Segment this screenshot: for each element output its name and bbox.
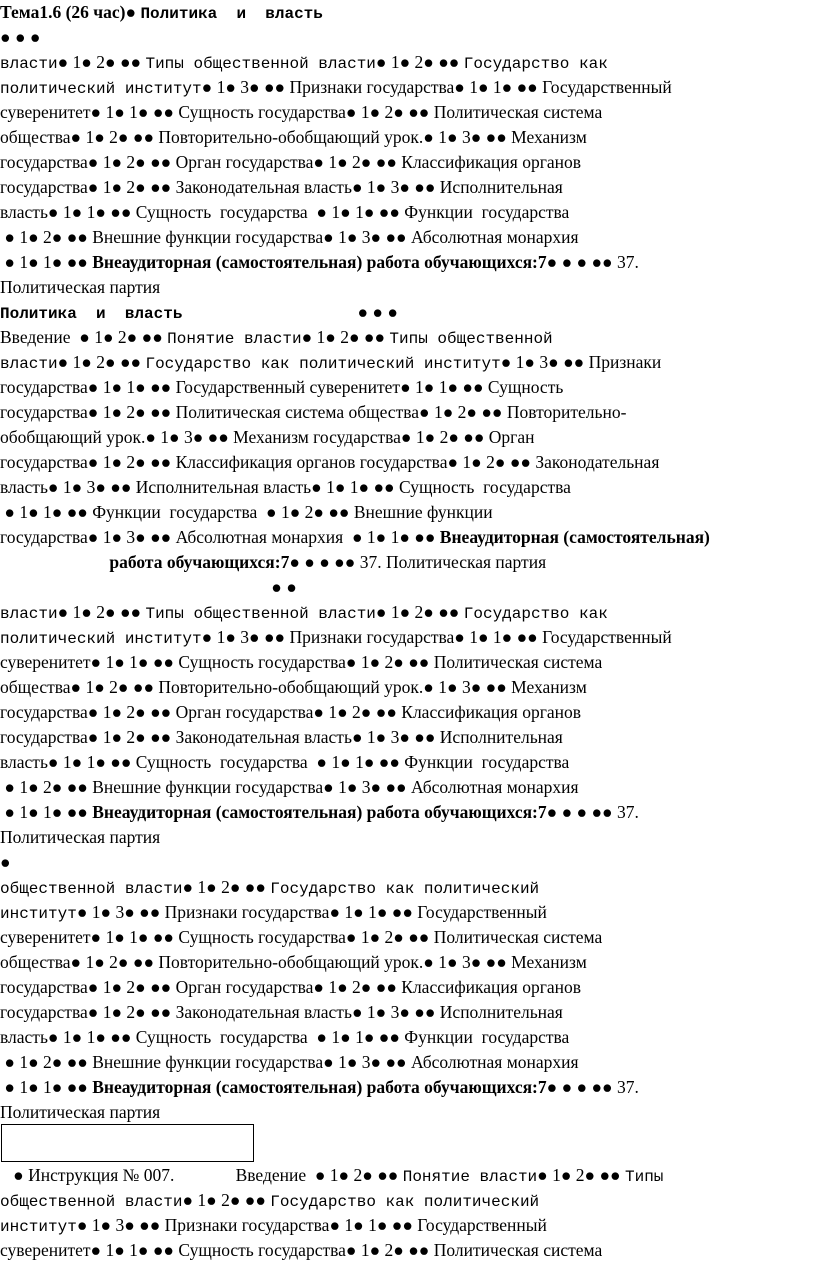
text-line [0,825,816,850]
text-segment: Государство как политический [270,1193,540,1211]
text-segment: власти [0,355,58,373]
text-segment: обобщающий урок.● 1● 3● ●● Механизм государства● 1● 2● ●● Орган [0,427,535,447]
text-segment: ● 1● 3● ●● Признаки государства● 1● 1● ●● Государственный [76,1215,547,1235]
text-line [0,25,816,50]
text-line [0,1050,816,1075]
text-line [0,325,816,350]
text-line [0,150,816,175]
text-segment [0,552,109,572]
text-segment: ● 1● 3● ●● Признаки государства● 1● 1● ●● Государственный [76,902,547,922]
text-line [0,1213,816,1238]
text-segment: государства● 1● 2● ●● Классификация органов государства● 1● 2● ●● Законодательная [0,452,660,472]
text-segment: власти [0,55,58,73]
text-line [0,125,816,150]
text-line [0,475,816,500]
text-line [0,550,816,575]
text-segment: власть● 1● 1● ●● Сущность государства ● 1● 1● ●● Функции государства [0,202,570,222]
text-line [0,75,816,100]
text-line [0,1000,816,1025]
empty-text-box [1,1124,254,1162]
text-segment: общества● 1● 2● ●● Повторительно-обобщающий урок.● 1● 3● ●● Механизм [0,127,587,147]
text-segment: 37. [612,802,639,822]
text-segment: ● 1● 2● ●● [57,352,146,372]
text-segment: Политическая партия [0,277,161,297]
text-segment: суверенитет● 1● 1● ●● Сущность государства● 1● 2● ●● Политическая система [0,102,603,122]
text-segment: политический институт [0,80,202,98]
text-line [0,400,816,425]
text-segment: ● [0,852,11,872]
text-segment: ● ● ● [182,302,398,322]
text-segment: Государство как [463,605,608,623]
text-segment: Внеаудиторная (самостоятельная) работа обучающихся:7● ● ● ●● [92,252,613,272]
text-line [0,375,816,400]
text-line [0,500,816,525]
text-segment: власть● 1● 1● ●● Сущность государства ● 1● 1● ●● Функции государства [0,752,570,772]
text-line [0,1075,816,1100]
text-segment: институт [0,1218,77,1236]
text-segment: государства● 1● 3● ●● Абсолютная монархия ● 1● 1● ●● [0,527,440,547]
text-segment: Типы общественной [389,330,553,348]
text-segment: 37. Политическая партия [355,552,547,572]
text-segment: государства● 1● 2● ●● Орган государства● 1● 2● ●● Классификация органов [0,152,582,172]
text-segment: ● 1● 2● ●● [375,602,464,622]
text-segment: власть● 1● 3● ●● Исполнительная власть● 1● 1● ●● Сущность государства [0,477,571,497]
text-segment: ● 1● 2● ●● Внешние функции государства● 1● 3● ●● Абсолютная монархия [0,777,579,797]
text-segment: Понятие власти [167,330,302,348]
text-segment: государства● 1● 2● ●● Законодательная власть● 1● 3● ●● Исполнительная [0,177,563,197]
text-segment: государства● 1● 2● ●● Политическая система общества● 1● 2● ●● Повторительно- [0,402,627,422]
text-segment: ● 1● 2● ●● [537,1165,625,1185]
text-segment: ● [125,2,141,22]
text-line [0,250,816,275]
text-segment: государства● 1● 2● ●● Законодательная власть● 1● 3● ●● Исполнительная [0,727,563,747]
text-segment: общества● 1● 2● ●● Повторительно-обобщающий урок.● 1● 3● ●● Механизм [0,952,587,972]
text-segment: Политическая партия [0,1102,161,1122]
text-line [0,1163,816,1188]
text-segment: ● 1● 3● ●● Признаки государства● 1● 1● ●● Государственный [201,627,672,647]
text-segment: Политическая партия [0,827,161,847]
text-segment: суверенитет● 1● 1● ●● Сущность государства● 1● 2● ●● Политическая система [0,652,603,672]
text-line [0,275,816,300]
text-segment: общества● 1● 2● ●● Повторительно-обобщающий урок.● 1● 3● ●● Механизм [0,677,587,697]
text-segment: ● 1● 2● ●● [182,1190,271,1210]
text-segment: Тема1.6 (26 час) [0,2,126,22]
text-segment: суверенитет● 1● 1● ●● Сущность государства● 1● 2● ●● Политическая система [0,927,603,947]
text-segment: ● 1● 2● ●● [301,327,390,347]
text-segment: Типы общественной власти [145,55,376,73]
text-line [0,950,816,975]
text-segment: ● 1● 3● ●● Признаки [500,352,662,372]
text-line [0,800,816,825]
text-segment: ● Инструкция № 007. Введение ● 1● 2● ●● [0,1165,403,1185]
text-segment: Государство как [463,55,608,73]
text-line [0,50,816,75]
text-line [0,1188,816,1213]
text-segment: Государство как политический [270,880,540,898]
text-segment: ● 1● 1● ●● Функции государства ● 1● 2● ●● Внешние функции [0,502,493,522]
text-line [0,650,816,675]
text-segment: ● 1● 2● ●● Внешние функции государства● 1● 3● ●● Абсолютная монархия [0,1052,579,1072]
text-segment: ● 1● 2● ●● Внешние функции государства● 1● 3● ●● Абсолютная монархия [0,227,579,247]
text-line [0,975,816,1000]
text-line [0,425,816,450]
text-segment: ● 1● 2● ●● [57,52,146,72]
text-line [0,575,816,600]
text-segment: общественной власти [0,1193,183,1211]
text-segment: власть● 1● 1● ●● Сущность государства ● 1● 1● ●● Функции государства [0,1027,570,1047]
text-segment: институт [0,905,77,923]
text-segment: работа обучающихся:7● ● ● ●● [109,552,356,572]
text-line [0,200,816,225]
text-line [0,0,816,25]
text-line [0,925,816,950]
text-segment: 37. [612,1077,639,1097]
text-segment: ● 1● 1● ●● [0,802,93,822]
text-segment: ● 1● 2● ●● [375,52,464,72]
text-line [0,450,816,475]
text-line [0,1238,816,1263]
text-segment: государства● 1● 2● ●● Законодательная власть● 1● 3● ●● Исполнительная [0,1002,563,1022]
text-line [0,1025,816,1050]
text-segment: Типы [625,1168,664,1186]
text-line [0,525,816,550]
text-segment: ● 1● 1● ●● [0,1077,93,1097]
text-segment: власти [0,605,58,623]
text-segment: ● 1● 1● ●● [0,252,93,272]
text-segment: государства● 1● 2● ●● Орган государства● 1● 2● ●● Классификация органов [0,702,582,722]
text-segment: Государство как политический институт [145,355,501,373]
text-line [0,725,816,750]
text-line [0,1100,816,1125]
text-line [0,775,816,800]
text-segment: суверенитет● 1● 1● ●● Сущность государства● 1● 2● ●● Политическая система [0,1240,603,1260]
text-line [0,875,816,900]
text-line [0,225,816,250]
text-line [0,700,816,725]
text-line [0,675,816,700]
text-line [0,600,816,625]
text-line [0,100,816,125]
text-segment: общественной власти [0,880,183,898]
text-segment: политический институт [0,630,202,648]
text-segment: Внеаудиторная (самостоятельная) работа обучающихся:7● ● ● ●● [92,1077,613,1097]
text-line [0,350,816,375]
text-segment: ● ● [0,577,297,597]
text-segment: Типы общественной власти [145,605,376,623]
text-segment: Внеаудиторная (самостоятельная) работа обучающихся:7● ● ● ●● [92,802,613,822]
text-segment: ● ● ● [0,27,41,47]
text-line [0,900,816,925]
text-segment: ● 1● 2● ●● [182,877,271,897]
text-segment: 37. [612,252,639,272]
text-line [0,625,816,650]
text-segment: Внеаудиторная (самостоятельная) [439,527,710,547]
text-segment: ● 1● 2● ●● [57,602,146,622]
text-line [0,175,816,200]
text-segment: Понятие власти [402,1168,538,1186]
text-segment: Введение ● 1● 2● ●● [0,327,168,347]
text-segment: государства● 1● 1● ●● Государственный суверенитет● 1● 1● ●● Сущность [0,377,564,397]
text-segment: ● 1● 3● ●● Признаки государства● 1● 1● ●● Государственный [201,77,672,97]
text-line [0,300,816,325]
text-line [0,750,816,775]
text-line [0,850,816,875]
text-segment: Политика и власть [140,5,323,23]
text-segment: Политика и власть [0,305,183,323]
text-segment: государства● 1● 2● ●● Орган государства● 1● 2● ●● Классификация органов [0,977,582,997]
